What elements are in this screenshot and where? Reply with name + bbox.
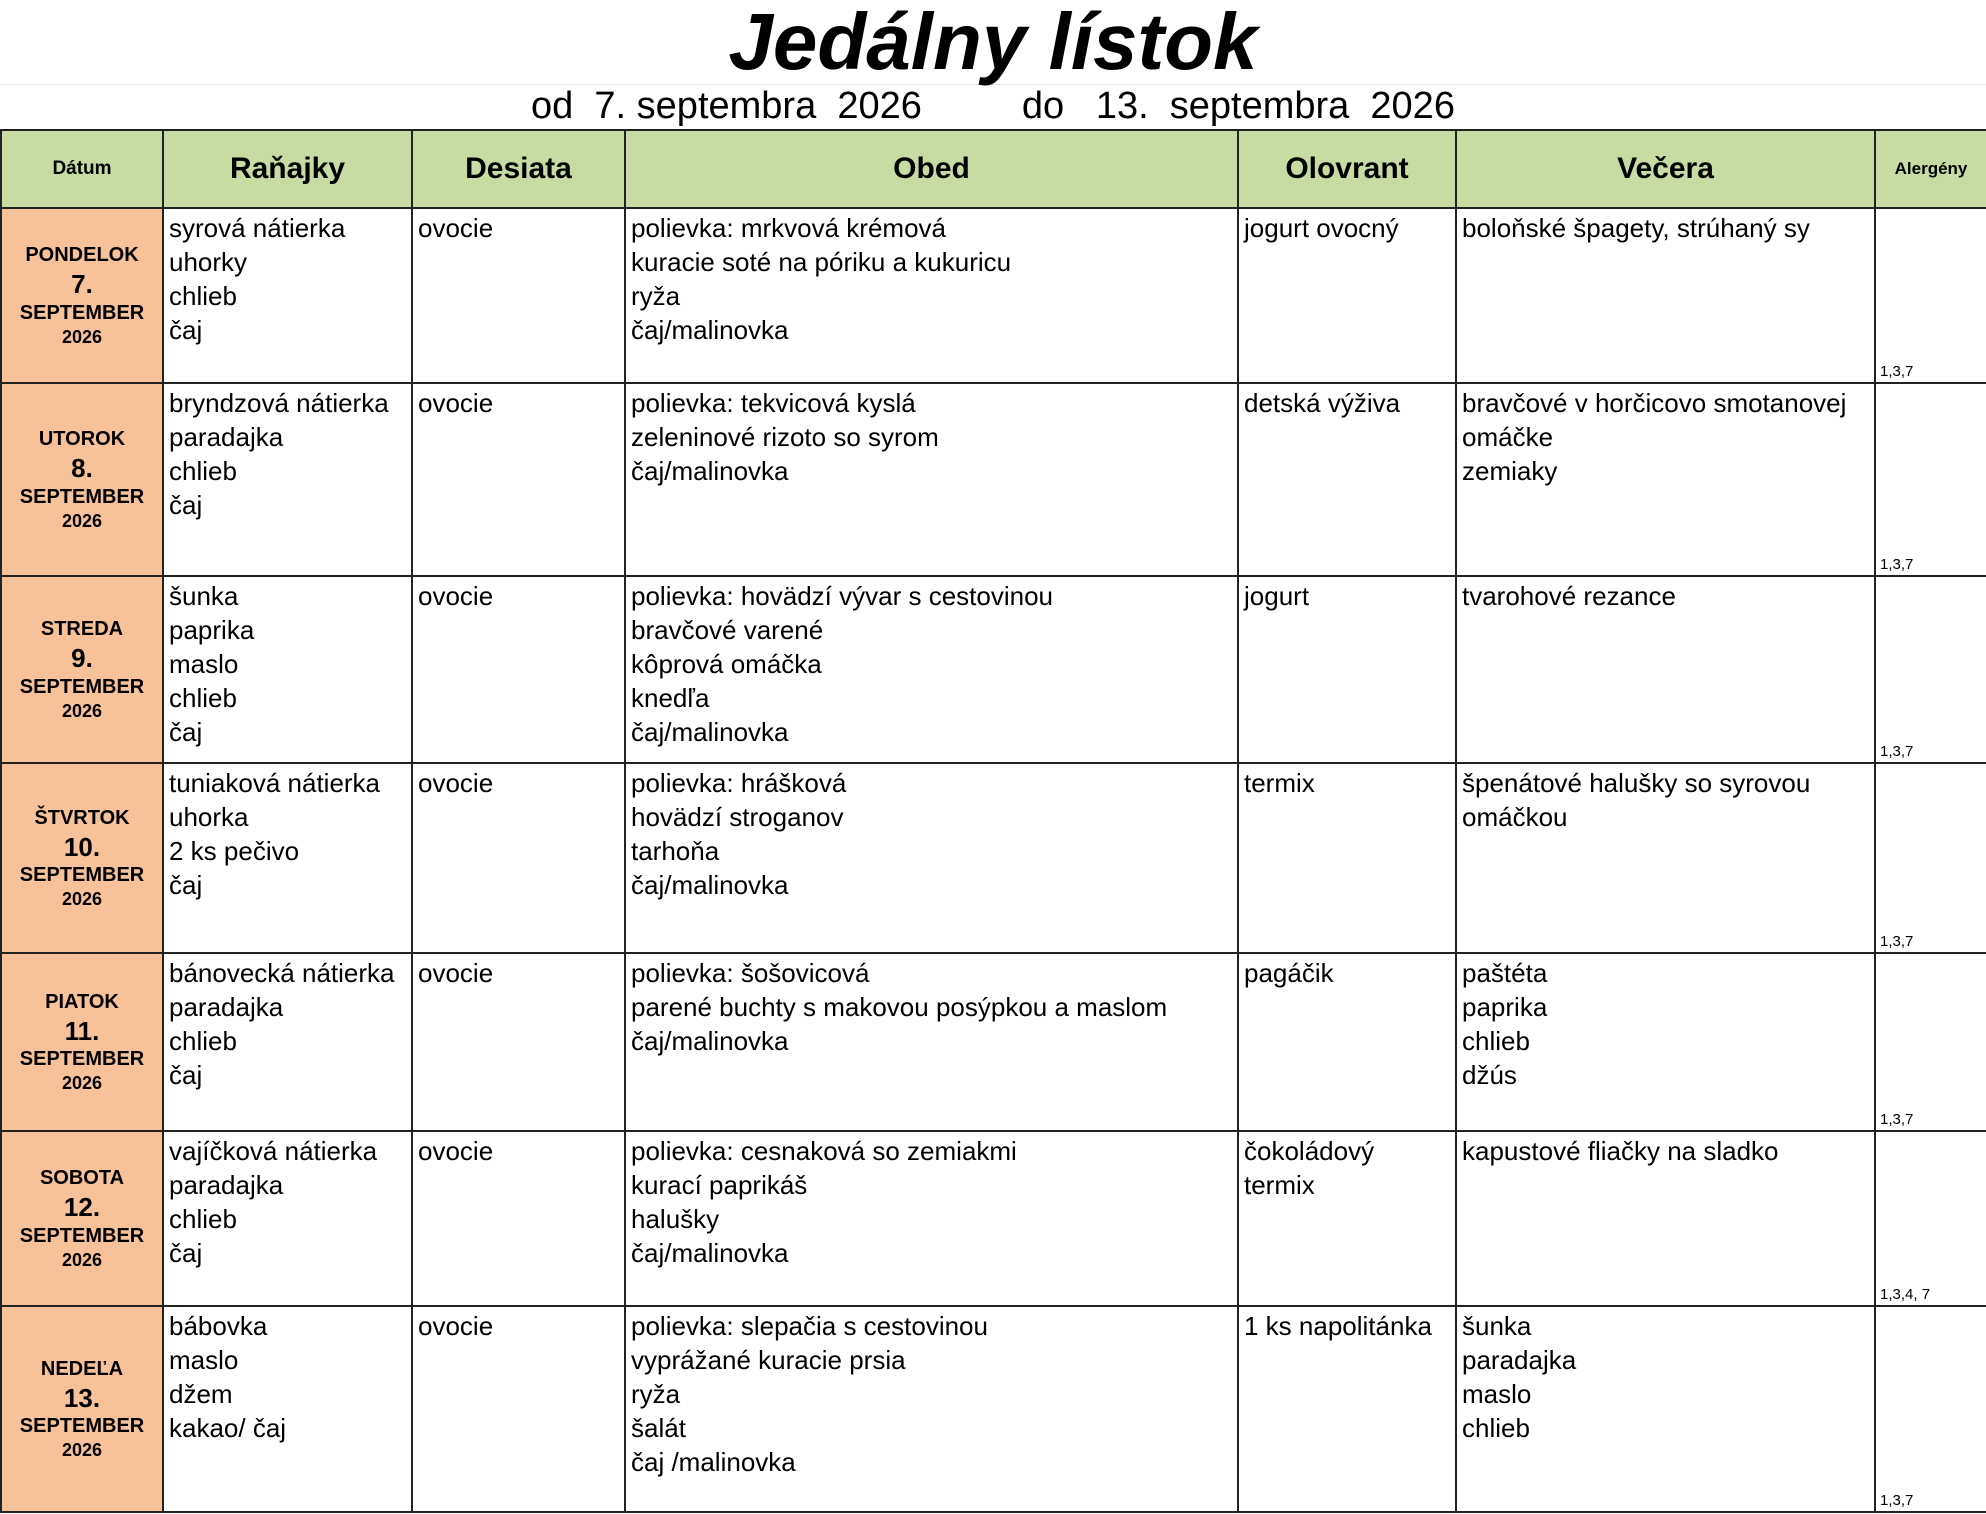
lunch-item: vyprážané kuracie prsia — [631, 1345, 906, 1375]
to-date: 13. septembra 2026 — [1095, 84, 1455, 127]
dinner-cell — [1456, 576, 1875, 763]
breakfast-item: paradajka — [169, 1170, 284, 1200]
snack-cell — [412, 763, 625, 953]
day-number: 11. — [64, 1015, 100, 1046]
breakfast-cell — [163, 953, 412, 1131]
breakfast-cell — [163, 576, 412, 763]
month-name: SEPTEMBER — [19, 1415, 145, 1437]
lunch-cell — [625, 383, 1238, 576]
lunch-item: ryža — [631, 1379, 681, 1409]
year: 2026 — [61, 889, 103, 909]
year: 2026 — [61, 1073, 103, 1093]
breakfast-item: chlieb — [169, 1026, 237, 1056]
dinner-cell — [1456, 1131, 1875, 1306]
dinner-cell — [1456, 1306, 1875, 1512]
allergen-codes: 1,3,7 — [1880, 1492, 1914, 1509]
lunch-item: parené buchty s makovou posýpkou a maslom — [631, 992, 1168, 1022]
allergens-cell — [1875, 208, 1986, 383]
breakfast-item: maslo — [169, 1345, 239, 1375]
day-name: STREDA — [40, 618, 124, 640]
breakfast-item: bánovecká nátierka — [169, 958, 395, 988]
breakfast-item: syrová nátierka — [169, 213, 346, 243]
lunch-item: kurací paprikáš — [631, 1170, 808, 1200]
breakfast-item: džem — [169, 1379, 233, 1409]
day-row — [1, 1131, 1986, 1306]
date-cell — [1, 953, 163, 1131]
snack-item: ovocie — [418, 388, 494, 418]
afternoon-item: detská výživa — [1244, 388, 1401, 418]
afternoon-item: 1 ks napolitánka — [1244, 1311, 1432, 1341]
dinner-item: maslo — [1462, 1379, 1532, 1409]
lunch-item: kôprová omáčka — [631, 649, 822, 679]
allergens-cell — [1875, 576, 1986, 763]
day-number: 9. — [71, 643, 93, 673]
breakfast-item: paradajka — [169, 992, 284, 1022]
lunch-item: halušky — [631, 1204, 720, 1234]
header-lunch: Obed — [625, 130, 1238, 208]
afternoon-cell — [1238, 383, 1456, 576]
allergen-codes: 1,3,7 — [1880, 363, 1914, 380]
breakfast-cell — [163, 1131, 412, 1306]
year: 2026 — [61, 1249, 103, 1270]
lunch-cell — [625, 953, 1238, 1131]
year: 2026 — [61, 700, 103, 721]
header-row — [1, 130, 1986, 208]
menu-body — [1, 208, 1986, 1512]
breakfast-item: čaj — [169, 717, 203, 747]
header-breakfast: Raňajky — [163, 130, 412, 208]
header-afternoon-snack: Olovrant — [1238, 130, 1456, 208]
breakfast-item: bryndzová nátierka — [169, 388, 389, 418]
year: 2026 — [61, 510, 103, 531]
lunch-item: šalát — [631, 1413, 686, 1443]
breakfast-item: paprika — [169, 615, 255, 645]
breakfast-item: paradajka — [169, 422, 284, 452]
day-number: 10. — [63, 831, 101, 862]
breakfast-item: 2 ks pečivo — [169, 836, 300, 866]
breakfast-item: čaj — [169, 1060, 203, 1090]
day-name: PONDELOK — [25, 244, 139, 266]
lunch-item: čaj/malinovka — [631, 717, 789, 747]
afternoon-cell — [1238, 576, 1456, 763]
lunch-item: čaj /malinovka — [631, 1447, 796, 1477]
day-number: 13. — [63, 1382, 101, 1413]
allergen-codes: 1,3,7 — [1880, 556, 1914, 573]
lunch-item: čaj/malinovka — [631, 1238, 789, 1268]
lunch-item: čaj/malinovka — [631, 456, 789, 486]
day-row — [1, 208, 1986, 383]
header-dinner: Večera — [1456, 130, 1875, 208]
dinner-item: omáčke — [1462, 422, 1554, 452]
lunch-item: kuracie soté na póriku a kukuricu — [631, 247, 1012, 277]
page-title: Jedálny lístok — [0, 0, 1986, 85]
header-date: Dátum — [1, 130, 163, 208]
allergen-codes: 1,3,4, 7 — [1880, 1286, 1931, 1303]
snack-cell — [412, 208, 625, 383]
breakfast-item: šunka — [169, 581, 239, 611]
menu-table — [0, 129, 1986, 1513]
from-label: od — [531, 84, 574, 127]
dinner-item: boloňské špagety, strúhaný sy — [1462, 213, 1810, 243]
lunch-item: polievka: hrášková — [631, 768, 847, 798]
snack-item: ovocie — [418, 581, 494, 611]
lunch-item: tarhoňa — [631, 836, 720, 866]
allergens-cell — [1875, 1306, 1986, 1512]
lunch-item: zeleninové rizoto so syrom — [631, 422, 939, 452]
dinner-item: bravčové v horčicovo smotanovej — [1462, 388, 1847, 418]
from-date: 7. septembra 2026 — [594, 84, 922, 127]
snack-item: ovocie — [418, 1136, 494, 1166]
breakfast-item: čaj — [169, 490, 203, 520]
day-name: PIATOK — [45, 990, 119, 1013]
snack-item: ovocie — [418, 958, 494, 988]
breakfast-item: čaj — [169, 870, 203, 900]
day-row — [1, 383, 1986, 576]
day-name: ŠTVRTOK — [34, 806, 130, 829]
breakfast-item: bábovka — [169, 1311, 268, 1341]
allergens-cell — [1875, 383, 1986, 576]
snack-cell — [412, 383, 625, 576]
allergen-codes: 1,3,7 — [1880, 743, 1914, 760]
breakfast-item: vajíčková nátierka — [169, 1136, 378, 1166]
dinner-cell — [1456, 208, 1875, 383]
breakfast-item: tuniaková nátierka — [169, 768, 381, 798]
dinner-item: špenátové halušky so syrovou — [1462, 768, 1811, 798]
month-name: SEPTEMBER — [19, 1224, 145, 1247]
lunch-cell — [625, 576, 1238, 763]
afternoon-item: pagáčik — [1244, 958, 1334, 988]
dinner-item: zemiaky — [1462, 456, 1558, 486]
lunch-item: polievka: cesnaková so zemiakmi — [631, 1136, 1017, 1166]
lunch-item: polievka: šošovicová — [631, 958, 870, 988]
month-name: SEPTEMBER — [19, 864, 145, 886]
dinner-item: chlieb — [1462, 1413, 1530, 1443]
lunch-item: polievka: slepačia s cestovinou — [631, 1311, 988, 1341]
allergen-codes: 1,3,7 — [1880, 1111, 1914, 1128]
breakfast-item: čaj — [169, 1238, 203, 1268]
year: 2026 — [61, 326, 103, 347]
breakfast-item: chlieb — [169, 1204, 237, 1234]
lunch-item: hovädzí stroganov — [631, 802, 844, 832]
snack-cell — [412, 1131, 625, 1306]
breakfast-item: čaj — [169, 315, 203, 345]
breakfast-cell — [163, 1306, 412, 1512]
allergens-cell — [1875, 763, 1986, 953]
lunch-item: čaj/malinovka — [631, 1026, 789, 1056]
to-label: do — [1021, 84, 1065, 127]
dinner-item: šunka — [1462, 1311, 1532, 1341]
dinner-cell — [1456, 383, 1875, 576]
dinner-item: džús — [1462, 1060, 1517, 1090]
dinner-item: chlieb — [1462, 1026, 1530, 1056]
month-name: SEPTEMBER — [19, 675, 145, 698]
date-cell — [1, 576, 163, 763]
dinner-item: paradajka — [1462, 1345, 1577, 1375]
lunch-cell — [625, 1131, 1238, 1306]
day-name: UTOROK — [38, 428, 126, 450]
day-row — [1, 763, 1986, 953]
allergens-cell — [1875, 953, 1986, 1131]
allergens-cell — [1875, 1131, 1986, 1306]
day-name: NEDEĽA — [40, 1357, 124, 1380]
day-number: 8. — [71, 453, 93, 483]
afternoon-item: termix — [1244, 1170, 1315, 1200]
date-cell — [1, 208, 163, 383]
lunch-item: polievka: tekvicová kyslá — [631, 388, 916, 418]
afternoon-cell — [1238, 1131, 1456, 1306]
breakfast-cell — [163, 763, 412, 953]
dinner-item: kapustové fliačky na sladko — [1462, 1136, 1779, 1166]
breakfast-cell — [163, 383, 412, 576]
lunch-item: knedľa — [631, 683, 710, 713]
snack-item: ovocie — [418, 1311, 494, 1341]
afternoon-cell — [1238, 208, 1456, 383]
month-name: SEPTEMBER — [19, 1048, 145, 1070]
snack-cell — [412, 576, 625, 763]
snack-cell — [412, 953, 625, 1131]
breakfast-item: maslo — [169, 649, 239, 679]
dinner-item: tvarohové rezance — [1462, 581, 1676, 611]
dinner-item: paprika — [1462, 992, 1548, 1022]
breakfast-item: uhorka — [169, 802, 249, 832]
date-cell — [1, 383, 163, 576]
year: 2026 — [61, 1440, 103, 1460]
header-snack: Desiata — [412, 130, 625, 208]
breakfast-item: kakao/ čaj — [169, 1413, 287, 1443]
snack-item: ovocie — [418, 213, 494, 243]
lunch-cell — [625, 208, 1238, 383]
breakfast-item: uhorky — [169, 247, 248, 277]
breakfast-cell — [163, 208, 412, 383]
month-name: SEPTEMBER — [19, 485, 145, 508]
breakfast-item: chlieb — [169, 281, 237, 311]
breakfast-item: chlieb — [169, 683, 237, 713]
day-number: 7. — [71, 269, 93, 299]
date-range — [0, 84, 1986, 128]
date-cell — [1, 763, 163, 953]
lunch-cell — [625, 1306, 1238, 1512]
lunch-item: polievka: mrkvová krémová — [631, 213, 946, 243]
date-cell — [1, 1131, 163, 1306]
afternoon-item: čokoládový — [1244, 1136, 1375, 1166]
dinner-item: omáčkou — [1462, 802, 1568, 832]
afternoon-cell — [1238, 1306, 1456, 1512]
header-allergens: Alergény — [1875, 130, 1986, 208]
day-row — [1, 1306, 1986, 1512]
day-name: SOBOTA — [39, 1167, 125, 1189]
lunch-item: polievka: hovädzí vývar s cestovinou — [631, 581, 1053, 611]
afternoon-cell — [1238, 763, 1456, 953]
month-name: SEPTEMBER — [19, 301, 145, 324]
breakfast-item: chlieb — [169, 456, 237, 486]
allergen-codes: 1,3,7 — [1880, 933, 1914, 950]
afternoon-item: jogurt ovocný — [1244, 213, 1399, 243]
lunch-cell — [625, 763, 1238, 953]
day-row — [1, 576, 1986, 763]
day-row — [1, 953, 1986, 1131]
day-number: 12. — [63, 1192, 101, 1222]
afternoon-item: jogurt — [1244, 581, 1310, 611]
lunch-item: čaj/malinovka — [631, 870, 789, 900]
date-cell — [1, 1306, 163, 1512]
snack-item: ovocie — [418, 768, 494, 798]
dinner-cell — [1456, 953, 1875, 1131]
dinner-cell — [1456, 763, 1875, 953]
dinner-item: paštéta — [1462, 958, 1548, 988]
afternoon-cell — [1238, 953, 1456, 1131]
lunch-item: ryža — [631, 281, 681, 311]
snack-cell — [412, 1306, 625, 1512]
lunch-item: čaj/malinovka — [631, 315, 789, 345]
lunch-item: bravčové varené — [631, 615, 824, 645]
afternoon-item: termix — [1244, 768, 1315, 798]
